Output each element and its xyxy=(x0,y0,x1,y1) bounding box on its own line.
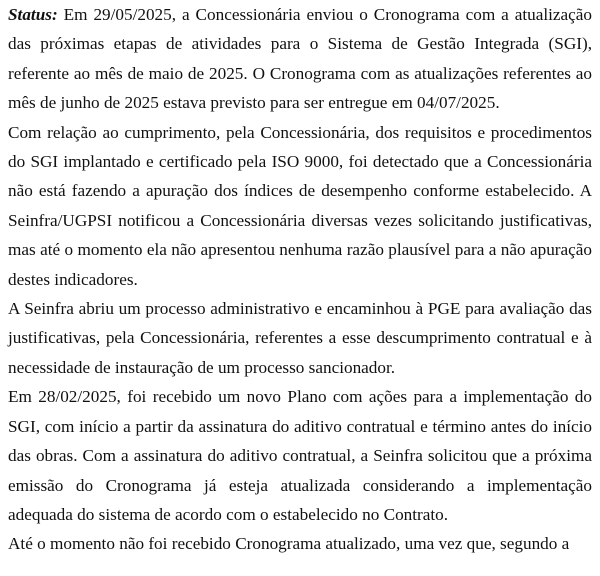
document-page xyxy=(8,0,592,559)
paragraph-administrative-process: A Seinfra abriu um processo administrativo e encaminhou à PGE para avaliação das justificativas, pela Concessionária, referentes a esse descumprimento contratual e à necessidade de instauração de um processo sancionador. xyxy=(8,299,592,377)
status-paragraph xyxy=(8,0,592,118)
status-text: Em 29/05/2025, a Concessionária enviou o Cronograma com a atualização das próximas etapas de atividades para o Sistema de Gestão Integrada (SGI), referente ao mês de maio de 2025. O Cronograma com as atualizações referentes ao mês de junho de 2025 estava previsto para ser entregue em 04/07/2025. xyxy=(8,5,592,113)
paragraph-sgi-compliance: Com relação ao cumprimento, pela Concessionária, dos requisitos e procedimentos do SGI implantado e certificado pela ISO 9000, foi detectado que a Concessionária não está fazendo a apuração dos índices de desempenho conforme estabelecido. A Seinfra/UGPSI notificou a Concessionária diversas vezes solicitando justificativas, mas até o momento ela não apresentou nenhuma razão plausível para a não apuração destes indicadores. xyxy=(8,122,592,289)
status-label: Status: xyxy=(8,5,58,24)
paragraph-pending-schedule: Até o momento não foi recebido Cronograma atualizado, uma vez que, segundo a xyxy=(8,534,570,554)
paragraph-new-plan: Em 28/02/2025, foi recebido um novo Plano com ações para a implementação do SGI, com início a partir da assinatura do aditivo contratual e término antes do início das obras. Com a assinatura do aditivo contratual, a Seinfra solicitou que a próxima emissão do Cronograma já esteja atualizada considerando a implementação adequada do sistema de acordo com o estabelecido no Contrato. xyxy=(8,387,592,524)
